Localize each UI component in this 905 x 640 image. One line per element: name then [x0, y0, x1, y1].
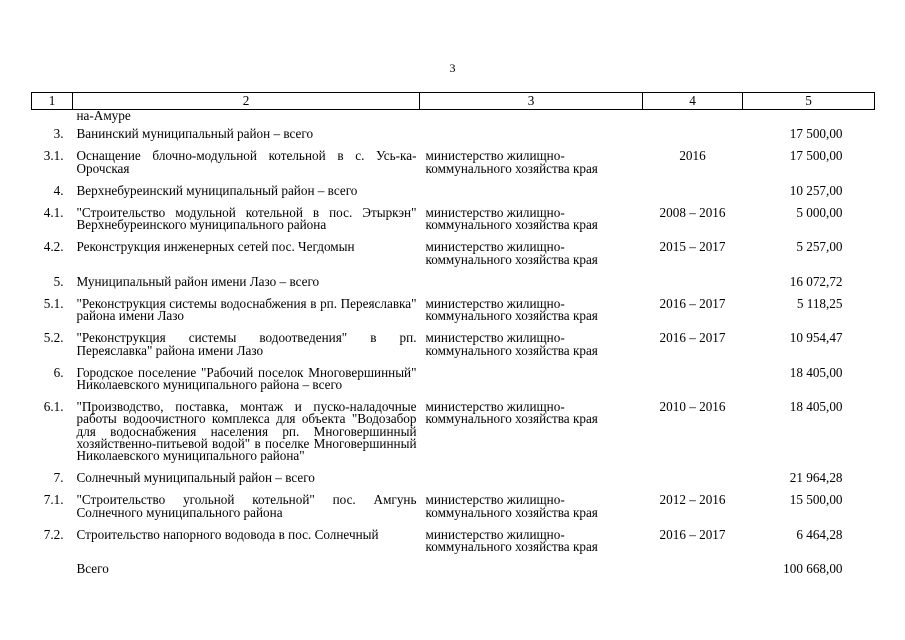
years-cell — [643, 367, 743, 401]
header-col-4: 4 — [643, 93, 743, 110]
item-name-cell: "Реконструкция системы водоснабжения в рп. Переяславка" района имени Лазо — [76, 296, 417, 324]
header-col-1: 1 — [32, 93, 73, 110]
table-row — [32, 367, 875, 401]
row-number-cell: 4.2. — [43, 239, 64, 255]
item-name-cell: Солнечный муниципальный район – всего — [76, 470, 315, 486]
years-cell: 2008 – 2016 — [659, 205, 726, 221]
amount-cell: 10 954,47 — [789, 330, 843, 346]
table-row — [32, 494, 875, 528]
years-cell: 2010 – 2016 — [659, 399, 726, 415]
item-name-cell: Строительство напорного водовода в пос. Солнечный — [76, 526, 379, 542]
years-cell — [643, 185, 743, 207]
table-row — [32, 529, 875, 563]
years-cell: 2015 – 2017 — [659, 239, 726, 255]
table-row — [32, 563, 875, 585]
item-name-cell: Ванинский муниципальный район – всего — [76, 126, 314, 142]
table-row — [32, 241, 875, 275]
item-name-cell: Оснащение блочно-модульной котельной в с. Усь-ка-Орочская — [76, 148, 417, 176]
amount-cell: 17 500,00 — [789, 126, 843, 142]
item-name-cell: Реконструкция инженерных сетей пос. Чегдомын — [76, 239, 355, 255]
executor-cell: министерство жилищно-коммунального хозяйства края — [425, 205, 598, 233]
row-number-cell: 6. — [53, 364, 64, 380]
item-name-cell: "Строительство модульной котельной в пос. Этыркэн" Верхнебуреинского муниципального района — [76, 205, 417, 233]
row-number-cell: 4.1. — [43, 205, 64, 221]
row-number-cell: 5.1. — [43, 296, 64, 312]
executor-cell: министерство жилищно-коммунального хозяйства края — [425, 492, 598, 520]
years-cell: 2016 — [679, 148, 706, 164]
row-number-cell: 3. — [53, 126, 64, 142]
years-cell: 2016 – 2017 — [659, 330, 726, 346]
item-name-cell: Городское поселение "Рабочий поселок Многовершинный" Николаевского муниципального района – всего — [76, 364, 417, 393]
amount-cell: 21 964,28 — [789, 470, 843, 486]
row-number-cell: 7.2. — [43, 526, 64, 542]
page-number: 3 — [449, 61, 456, 75]
table-row — [32, 276, 875, 298]
executor-cell — [420, 110, 643, 129]
years-cell — [643, 276, 743, 298]
header-col-2: 2 — [73, 93, 420, 110]
row-number-cell: 7. — [53, 470, 64, 486]
row-number-cell — [32, 563, 73, 585]
amount-cell: 6 464,28 — [796, 526, 843, 542]
table-body — [32, 93, 875, 586]
row-number-cell: 7.1. — [43, 492, 64, 508]
item-name-cell: Всего — [76, 561, 109, 577]
table-row — [32, 128, 875, 150]
years-cell — [643, 110, 743, 129]
executor-cell — [420, 472, 643, 494]
amount-cell: 5 118,25 — [796, 296, 843, 312]
years-cell — [643, 472, 743, 494]
amount-cell: 5 257,00 — [796, 239, 843, 255]
row-number-cell: 4. — [53, 182, 64, 198]
executor-cell — [420, 563, 643, 585]
executor-cell — [420, 185, 643, 207]
years-cell: 2016 – 2017 — [659, 526, 726, 542]
table-row — [32, 298, 875, 332]
amount-cell: 100 668,00 — [783, 561, 843, 577]
amount-cell: 15 500,00 — [789, 492, 843, 508]
row-number-cell: 5. — [53, 273, 64, 289]
header-col-5: 5 — [743, 93, 875, 110]
executor-cell — [420, 367, 643, 401]
years-cell — [643, 563, 743, 585]
years-cell — [643, 128, 743, 150]
program-table — [31, 92, 875, 585]
item-name-cell: на-Амуре — [76, 108, 131, 123]
executor-cell: министерство жилищно-коммунального хозяйства края — [425, 526, 598, 555]
item-name-cell: "Реконструкция системы водоотведения" в рп. Переяславка" района имени Лазо — [76, 330, 417, 358]
executor-cell: министерство жилищно-коммунального хозяйства края — [425, 399, 598, 427]
amount-cell: 17 500,00 — [789, 148, 843, 164]
row-number-cell: 6.1. — [43, 399, 64, 415]
table-row — [32, 207, 875, 241]
amount-cell: 5 000,00 — [796, 205, 843, 221]
row-number-cell: 3.1. — [43, 148, 64, 164]
header-col-3: 3 — [420, 93, 643, 110]
item-name-cell: Муниципальный район имени Лазо – всего — [76, 273, 320, 289]
amount-cell: 18 405,00 — [789, 399, 843, 415]
item-name-cell: "Производство, поставка, монтаж и пуско-наладочные работы водоочистного комплекса для объекта "Водозабор для водоснабжения населения рп. Многовершинный хозяйственно-питьевой водой" в поселке Многовершинный Николаевского муниципального района" — [76, 399, 417, 464]
amount-cell: 10 257,00 — [789, 182, 843, 198]
table-row — [32, 332, 875, 366]
table-row — [32, 150, 875, 184]
amount-cell: 18 405,00 — [789, 364, 843, 380]
item-name-cell: "Строительство угольной котельной" пос. Амгунь Солнечного муниципального района — [76, 492, 417, 520]
item-name-cell: Верхнебуреинский муниципальный район – всего — [76, 182, 358, 198]
executor-cell: министерство жилищно-коммунального хозяйства края — [425, 330, 598, 358]
amount-cell: 16 072,72 — [789, 273, 843, 289]
executor-cell: министерство жилищно-коммунального хозяйства края — [425, 296, 598, 324]
row-number-cell: 5.2. — [43, 330, 64, 346]
table-row — [32, 185, 875, 207]
executor-cell: министерство жилищно-коммунального хозяйства края — [425, 239, 598, 267]
table-row — [32, 472, 875, 494]
row-number-cell — [32, 110, 73, 129]
table-header-row — [32, 93, 875, 110]
years-cell: 2012 – 2016 — [659, 492, 726, 508]
executor-cell — [420, 276, 643, 298]
executor-cell: министерство жилищно-коммунального хозяйства края — [425, 148, 598, 176]
executor-cell — [420, 128, 643, 150]
table-row — [32, 401, 875, 472]
years-cell: 2016 – 2017 — [659, 296, 726, 312]
